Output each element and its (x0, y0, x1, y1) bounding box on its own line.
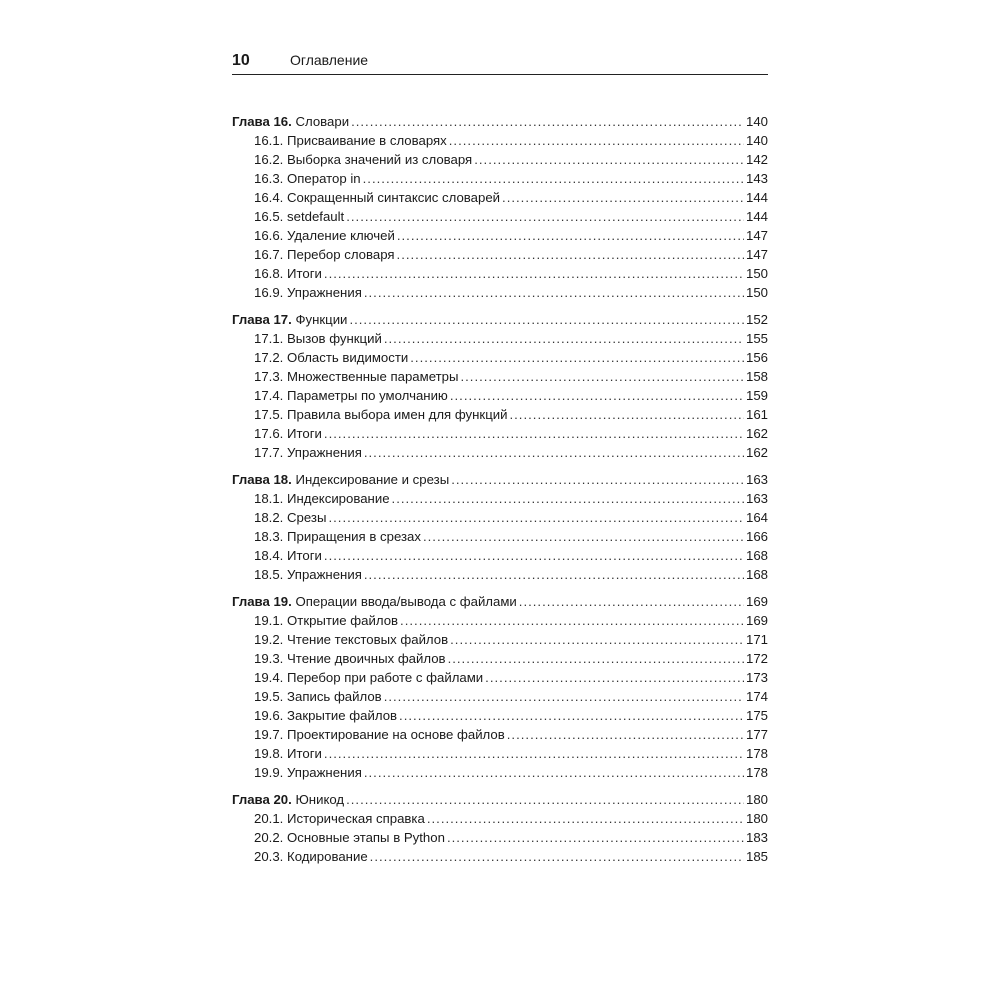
section-title: Чтение текстовых файлов (287, 632, 449, 647)
section-label (254, 283, 362, 302)
section-number: 17.3. (254, 369, 284, 384)
dot-leader (364, 763, 744, 782)
section-page-number: 185 (745, 849, 768, 864)
section-page-number: 172 (745, 651, 768, 666)
dot-leader (451, 470, 744, 489)
dot-leader (346, 207, 744, 226)
section-label (254, 763, 362, 782)
chapter-block (232, 470, 768, 584)
toc-section-entry[interactable] (232, 527, 768, 546)
section-page-number: 175 (745, 708, 768, 723)
toc-section-entry[interactable] (232, 150, 768, 169)
section-label (254, 207, 344, 226)
toc-chapter-entry[interactable] (232, 790, 768, 809)
toc-section-entry[interactable] (232, 744, 768, 763)
section-label (254, 828, 445, 847)
section-label (254, 668, 483, 687)
section-number: 19.2. (254, 632, 284, 647)
dot-leader (384, 329, 744, 348)
section-label (254, 687, 382, 706)
section-number: 20.3. (254, 849, 284, 864)
toc-section-entry[interactable] (232, 348, 768, 367)
chapter-label (232, 310, 347, 329)
section-title: Упражнения (287, 765, 362, 780)
toc-chapter-entry[interactable] (232, 470, 768, 489)
section-number: 19.6. (254, 708, 284, 723)
chapter-title: Операции ввода/вывода с файлами (295, 594, 517, 609)
section-label (254, 489, 390, 508)
section-number: 19.1. (254, 613, 284, 628)
dot-leader (423, 527, 744, 546)
page-header (232, 52, 768, 75)
section-title: Оператор in (287, 171, 361, 186)
section-title: Запись файлов (287, 689, 382, 704)
toc-section-entry[interactable] (232, 443, 768, 462)
dot-leader (349, 310, 744, 329)
section-label (254, 188, 500, 207)
section-page-number: 162 (745, 426, 768, 441)
page-title: Оглавление (290, 52, 369, 68)
dot-leader (324, 546, 744, 565)
section-number: 19.5. (254, 689, 284, 704)
section-number: 20.1. (254, 811, 284, 826)
chapter-page-number: 140 (745, 114, 768, 129)
section-page-number: 150 (745, 266, 768, 281)
toc-section-entry[interactable] (232, 565, 768, 584)
section-page-number: 163 (745, 491, 768, 506)
section-label (254, 245, 395, 264)
section-page-number: 162 (745, 445, 768, 460)
section-label (254, 264, 322, 283)
toc-section-entry[interactable] (232, 668, 768, 687)
section-page-number: 147 (745, 247, 768, 262)
chapter-label (232, 470, 449, 489)
dot-leader (450, 386, 744, 405)
chapter-title: Индексирование и срезы (295, 472, 450, 487)
dot-leader (507, 725, 744, 744)
section-number: 19.9. (254, 765, 284, 780)
dot-leader (384, 687, 744, 706)
section-page-number: 158 (745, 369, 768, 384)
chapter-prefix: Глава 19. (232, 594, 292, 609)
toc-section-entry[interactable] (232, 847, 768, 866)
section-label (254, 226, 395, 245)
section-number: 17.2. (254, 350, 284, 365)
toc-section-entry[interactable] (232, 367, 768, 386)
toc-section-entry[interactable] (232, 611, 768, 630)
section-title: Множественные параметры (287, 369, 459, 384)
toc-section-entry[interactable] (232, 630, 768, 649)
section-number: 18.3. (254, 529, 284, 544)
section-title: Выборка значений из словаря (287, 152, 473, 167)
toc-section-entry[interactable] (232, 264, 768, 283)
section-title: Упражнения (287, 567, 362, 582)
dot-leader (364, 443, 744, 462)
dot-leader (519, 592, 744, 611)
section-number: 19.3. (254, 651, 284, 666)
chapter-page-number: 152 (745, 312, 768, 327)
section-label (254, 847, 368, 866)
section-number: 16.1. (254, 133, 284, 148)
section-number: 17.4. (254, 388, 284, 403)
section-title: Проектирование на основе файлов (287, 727, 505, 742)
toc-section-entry[interactable] (232, 329, 768, 348)
section-number: 19.4. (254, 670, 284, 685)
chapter-block (232, 112, 768, 302)
section-title: Итоги (287, 548, 322, 563)
dot-leader (427, 809, 744, 828)
dot-leader (474, 150, 744, 169)
toc-section-entry[interactable] (232, 508, 768, 527)
section-label (254, 367, 458, 386)
toc-section-entry[interactable] (232, 131, 768, 150)
section-title: Перебор при работе с файлами (287, 670, 484, 685)
toc-section-entry[interactable] (232, 489, 768, 508)
toc-section-entry[interactable] (232, 828, 768, 847)
section-number: 17.1. (254, 331, 284, 346)
page-number: 10 (232, 52, 250, 69)
dot-leader (346, 790, 744, 809)
section-title: Упражнения (287, 285, 362, 300)
section-number: 18.2. (254, 510, 284, 525)
dot-leader (410, 348, 744, 367)
section-title: setdefault (287, 209, 345, 224)
section-page-number: 147 (745, 228, 768, 243)
section-page-number: 166 (745, 529, 768, 544)
section-label (254, 508, 326, 527)
section-page-number: 150 (745, 285, 768, 300)
section-title: Индексирование (287, 491, 390, 506)
section-page-number: 173 (745, 670, 768, 685)
chapter-block (232, 592, 768, 782)
section-title: Присваивание в словарях (287, 133, 447, 148)
dot-leader (509, 405, 744, 424)
section-number: 16.7. (254, 247, 284, 262)
section-page-number: 144 (745, 190, 768, 205)
dot-leader (448, 649, 744, 668)
section-page-number: 180 (745, 811, 768, 826)
section-label (254, 611, 398, 630)
section-label (254, 565, 362, 584)
section-title: Основные этапы в Python (287, 830, 445, 845)
section-number: 16.2. (254, 152, 284, 167)
section-page-number: 177 (745, 727, 768, 742)
toc-section-entry[interactable] (232, 188, 768, 207)
section-label (254, 725, 505, 744)
dot-leader (460, 367, 744, 386)
toc-chapter-entry[interactable] (232, 112, 768, 131)
dot-leader (363, 169, 744, 188)
chapter-page-number: 180 (745, 792, 768, 807)
section-number: 19.7. (254, 727, 284, 742)
toc-section-entry[interactable] (232, 725, 768, 744)
section-page-number: 178 (745, 746, 768, 761)
section-page-number: 168 (745, 567, 768, 582)
dot-leader (397, 226, 744, 245)
section-number: 16.9. (254, 285, 284, 300)
section-number: 18.1. (254, 491, 284, 506)
section-label (254, 706, 397, 725)
section-number: 17.5. (254, 407, 284, 422)
section-number: 17.7. (254, 445, 284, 460)
section-label (254, 546, 322, 565)
section-number: 20.2. (254, 830, 284, 845)
section-number: 19.8. (254, 746, 284, 761)
dot-leader (392, 489, 744, 508)
toc-section-entry[interactable] (232, 687, 768, 706)
toc-section-entry[interactable] (232, 169, 768, 188)
section-title: Чтение двоичных файлов (287, 651, 446, 666)
section-label (254, 443, 362, 462)
toc-chapter-entry[interactable] (232, 310, 768, 329)
section-number: 16.8. (254, 266, 284, 281)
chapter-title: Словари (295, 114, 350, 129)
section-label (254, 744, 322, 763)
toc-section-entry[interactable] (232, 283, 768, 302)
dot-leader (447, 828, 744, 847)
dot-leader (399, 706, 744, 725)
section-title: Правила выбора имен для функций (287, 407, 508, 422)
dot-leader (328, 508, 744, 527)
section-title: Кодирование (287, 849, 368, 864)
section-title: Итоги (287, 266, 322, 281)
toc-section-entry[interactable] (232, 405, 768, 424)
chapter-block (232, 310, 768, 462)
section-title: Срезы (287, 510, 327, 525)
section-page-number: 168 (745, 548, 768, 563)
dot-leader (364, 565, 744, 584)
section-title: Сокращенный синтаксис словарей (287, 190, 501, 205)
section-label (254, 131, 447, 150)
section-label (254, 630, 448, 649)
section-number: 16.3. (254, 171, 284, 186)
chapter-prefix: Глава 17. (232, 312, 292, 327)
section-label (254, 329, 382, 348)
chapter-label (232, 592, 517, 611)
chapter-page-number: 163 (745, 472, 768, 487)
section-title: Приращения в срезах (287, 529, 421, 544)
dot-leader (370, 847, 744, 866)
section-title: Упражнения (287, 445, 362, 460)
dot-leader (324, 264, 744, 283)
section-label (254, 405, 507, 424)
section-page-number: 159 (745, 388, 768, 403)
dot-leader (324, 744, 744, 763)
toc-section-entry[interactable] (232, 809, 768, 828)
section-page-number: 171 (745, 632, 768, 647)
section-title: Открытие файлов (287, 613, 399, 628)
dot-leader (397, 245, 744, 264)
table-of-contents (232, 112, 768, 874)
section-label (254, 424, 322, 443)
toc-section-entry[interactable] (232, 207, 768, 226)
section-title: Перебор словаря (287, 247, 395, 262)
section-title: Удаление ключей (287, 228, 395, 243)
section-number: 18.5. (254, 567, 284, 582)
section-label (254, 150, 472, 169)
section-label (254, 649, 446, 668)
section-page-number: 183 (745, 830, 768, 845)
toc-section-entry[interactable] (232, 245, 768, 264)
section-page-number: 142 (745, 152, 768, 167)
toc-section-entry[interactable] (232, 649, 768, 668)
toc-section-entry[interactable] (232, 386, 768, 405)
section-page-number: 161 (745, 407, 768, 422)
chapter-block (232, 790, 768, 866)
section-page-number: 156 (745, 350, 768, 365)
section-label (254, 169, 361, 188)
toc-section-entry[interactable] (232, 546, 768, 565)
section-page-number: 155 (745, 331, 768, 346)
section-page-number: 164 (745, 510, 768, 525)
section-title: Историческая справка (287, 811, 425, 826)
chapter-prefix: Глава 16. (232, 114, 292, 129)
dot-leader (400, 611, 744, 630)
section-title: Итоги (287, 426, 322, 441)
section-number: 18.4. (254, 548, 284, 563)
dot-leader (450, 630, 744, 649)
dot-leader (485, 668, 744, 687)
chapter-label (232, 790, 344, 809)
section-label (254, 386, 448, 405)
dot-leader (324, 424, 744, 443)
section-title: Параметры по умолчанию (287, 388, 448, 403)
section-label (254, 809, 425, 828)
chapter-page-number: 169 (745, 594, 768, 609)
chapter-title: Юникод (295, 792, 345, 807)
dot-leader (449, 131, 744, 150)
section-page-number: 140 (745, 133, 768, 148)
toc-chapter-entry[interactable] (232, 592, 768, 611)
chapter-label (232, 112, 349, 131)
section-page-number: 174 (745, 689, 768, 704)
toc-section-entry[interactable] (232, 763, 768, 782)
toc-section-entry[interactable] (232, 424, 768, 443)
section-number: 16.6. (254, 228, 284, 243)
section-title: Закрытие файлов (287, 708, 398, 723)
section-page-number: 178 (745, 765, 768, 780)
dot-leader (502, 188, 744, 207)
section-page-number: 169 (745, 613, 768, 628)
chapter-prefix: Глава 18. (232, 472, 292, 487)
section-title: Вызов функций (287, 331, 382, 346)
section-number: 16.5. (254, 209, 284, 224)
section-number: 16.4. (254, 190, 284, 205)
dot-leader (351, 112, 744, 131)
section-page-number: 143 (745, 171, 768, 186)
section-label (254, 527, 421, 546)
section-page-number: 144 (745, 209, 768, 224)
toc-section-entry[interactable] (232, 706, 768, 725)
chapter-prefix: Глава 20. (232, 792, 292, 807)
section-label (254, 348, 408, 367)
section-title: Область видимости (287, 350, 409, 365)
toc-section-entry[interactable] (232, 226, 768, 245)
section-title: Итоги (287, 746, 322, 761)
dot-leader (364, 283, 744, 302)
section-number: 17.6. (254, 426, 284, 441)
chapter-title: Функции (295, 312, 348, 327)
